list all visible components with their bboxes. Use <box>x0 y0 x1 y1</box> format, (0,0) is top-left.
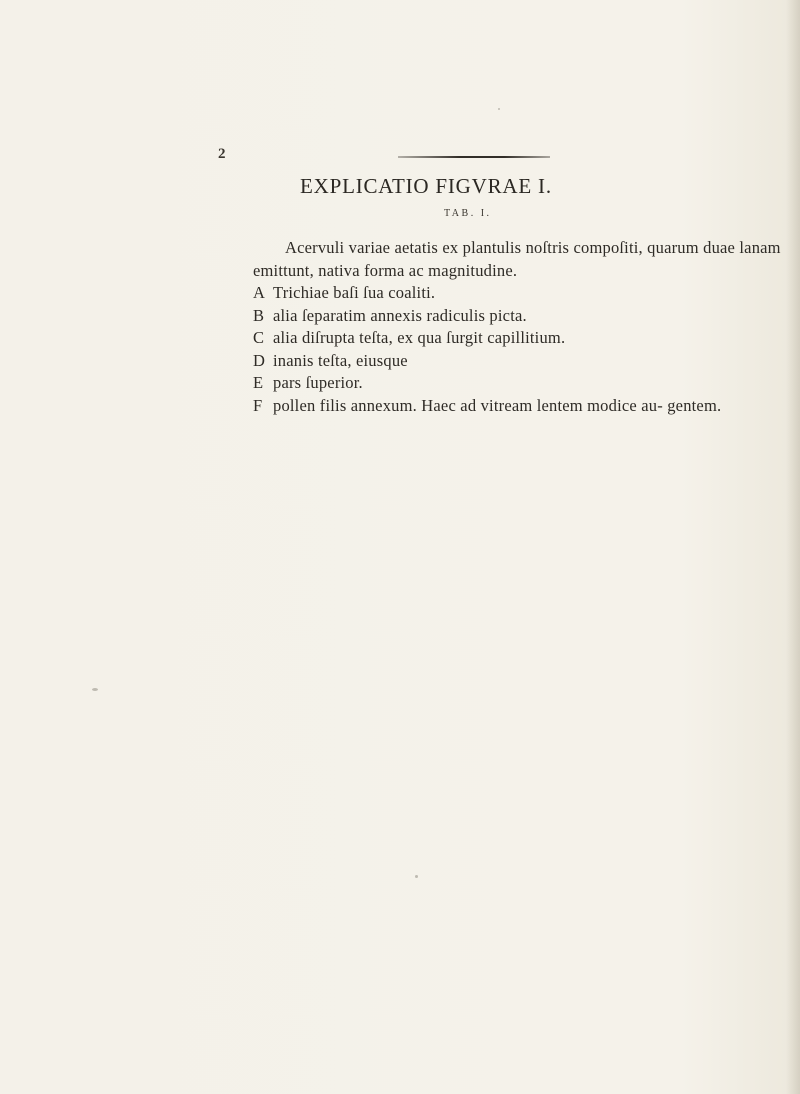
figure-item-b <box>253 305 793 328</box>
page-edge-shadow <box>786 0 800 1094</box>
figure-description: pars ſuperior. <box>273 373 363 392</box>
intro-paragraph: Acervuli variae aetatis ex plantulis noſtris compoſiti, quarum duae lanam emittunt, nativa forma ac magnitudine. <box>253 238 781 280</box>
figure-item-d <box>253 350 793 373</box>
figure-description: alia diſrupta teſta, ex qua ſurgit capillitium. <box>273 328 566 347</box>
figure-description: Trichiae baſi ſua coaliti. <box>273 283 436 302</box>
figure-letter: A <box>253 283 266 302</box>
paper-speck <box>92 688 98 691</box>
figure-letter: D <box>253 350 266 370</box>
paper-speck <box>498 108 500 110</box>
page-number: 2 <box>218 146 226 162</box>
header-rule <box>398 156 550 158</box>
figure-description: inanis teſta, eiusque <box>273 350 408 370</box>
figure-item-c <box>253 327 793 350</box>
figure-description: alia ſeparatim annexis radiculis picta. <box>273 305 527 325</box>
figure-letter: B <box>253 305 265 325</box>
figure-item-a <box>253 282 793 305</box>
figure-item-e <box>253 372 793 395</box>
figure-description: pollen filis annexum. Haec ad vitream lentem modice au- gentem. <box>273 395 722 415</box>
explanation-text <box>253 237 793 417</box>
table-reference: TAB. I. <box>444 208 492 219</box>
figure-letter: F <box>253 395 263 415</box>
paper-speck <box>415 875 418 878</box>
figure-letter: E <box>253 373 264 392</box>
figure-letter: C <box>253 328 265 347</box>
page-title: EXPLICATIO FIGVRAE I. <box>300 174 552 198</box>
figure-item-f <box>253 395 793 418</box>
